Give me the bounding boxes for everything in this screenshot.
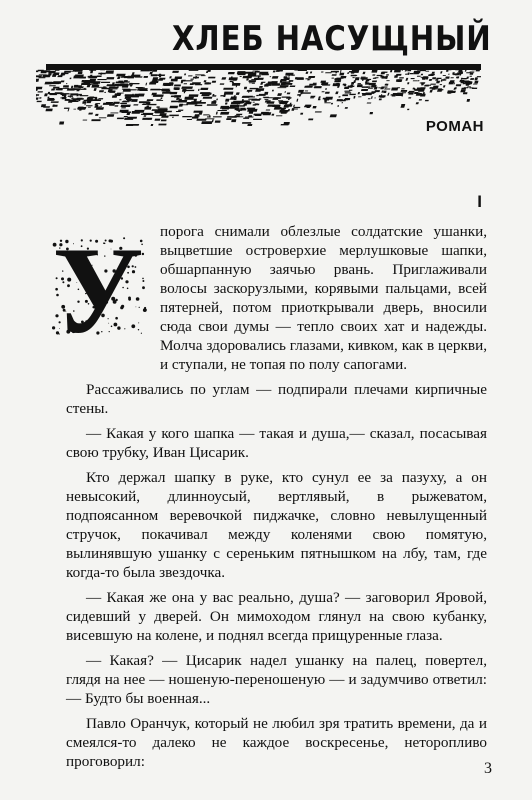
paragraph: — Какая у кого шапка — такая и душа,— сказал, посасывая свою трубку, Иван Цисарик. <box>66 425 487 461</box>
paragraph: Рассаживались по углам — подпирали плечами кирпичные стены. <box>66 381 487 417</box>
paragraph: Павло Оранчук, который не любил зря тратить времени, да и смеялся-то далеко не каждое воскресенье, неторопливо проговорил: <box>66 715 487 770</box>
paragraph: Кто держал шапку в руке, кто сунул ее за пазуху, а он невысокий, длинноусый, вертлявый, в рыжеватом, подпоясанном веревочкой пиджачке, словно невылущенный стручок, покачивал между коленями свою помятую, вылинявшую ушанку с сереньким пятнышком на лбу, там, где когда-то была звездочка. <box>66 469 487 581</box>
ink-splatter-decoration <box>36 60 481 126</box>
body-text <box>66 222 487 777</box>
opening-paragraph: порога снимали облезлые солдатские ушанки, выцветшие островерхие мерлушковые шапки, обшарпанную заячью рвань. Приглаживали волосы заскорузлыми, корявыми пальцами, всей пятерней, потом приоткрывали дверь, вносили сюда свои думы — тепло своих хат и надежды. Молча здоровались глазами, кивком, как в церкви, и ступали, не топая по полу сапогами. <box>160 223 487 373</box>
genre-label: РОМАН <box>425 118 484 135</box>
book-title: ХЛЕБ НАСУЩНЫЙ <box>172 19 492 59</box>
drop-cap-glyph: У <box>52 228 144 348</box>
page-number: 3 <box>484 760 492 777</box>
paragraph: — Какая? — Цисарик надел ушанку на палец, повертел, глядя на нее — ношеную-переношеную — и задумчиво ответил: — Будто бы военная... <box>66 652 487 707</box>
paragraph: — Какая же она у вас реально, душа? — заговорил Яровой, сидевший у дверей. Он мимоходом глянул на свою кубанку, висевшую на колене, и поднял всегда прищуренные глаза. <box>66 589 487 644</box>
chapter-number: I <box>477 192 482 211</box>
